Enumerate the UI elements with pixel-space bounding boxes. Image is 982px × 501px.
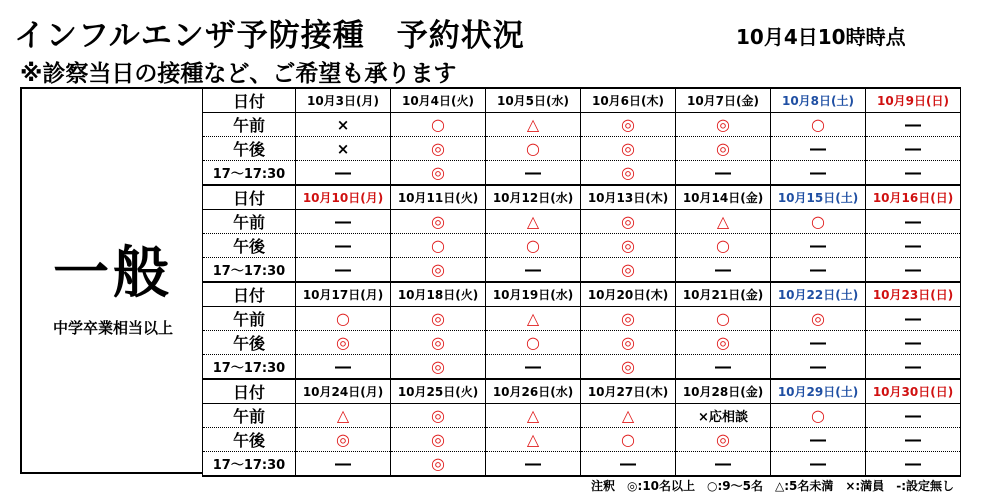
date-row <box>203 379 961 404</box>
plenty-available-mark: ◎ <box>431 212 445 231</box>
availability-cell <box>866 404 961 428</box>
plenty-available-mark: ◎ <box>716 333 730 352</box>
availability-cell <box>581 234 676 258</box>
status-timestamp: 10月4日10時時点 <box>736 25 906 49</box>
availability-cell <box>581 404 676 428</box>
availability-cell <box>391 404 486 428</box>
availability-cell <box>391 307 486 331</box>
slot-label-pm: 午後 <box>203 331 296 355</box>
date-cell: 10月26日(水) <box>486 379 581 404</box>
available-mark: ○ <box>526 333 540 352</box>
available-mark: ○ <box>431 115 445 134</box>
not-set-mark: ― <box>810 163 826 182</box>
plenty-available-mark: ◎ <box>621 139 635 158</box>
plenty-available-mark: ◎ <box>716 115 730 134</box>
availability-cell <box>866 452 961 477</box>
date-row-label: 日付 <box>203 185 296 210</box>
availability-cell <box>486 258 581 283</box>
date-cell: 10月4日(火) <box>391 88 486 113</box>
availability-cell <box>296 161 391 186</box>
not-set-mark: ― <box>905 212 921 231</box>
availability-cell <box>676 161 771 186</box>
plenty-available-mark: ◎ <box>431 454 445 473</box>
availability-cell <box>391 161 486 186</box>
date-cell: 10月13日(木) <box>581 185 676 210</box>
not-set-mark: ― <box>525 260 541 279</box>
available-mark: ○ <box>716 236 730 255</box>
not-set-mark: ― <box>810 260 826 279</box>
availability-cell <box>866 137 961 161</box>
availability-cell <box>676 428 771 452</box>
date-row-label: 日付 <box>203 379 296 404</box>
availability-cell <box>486 113 581 137</box>
availability-cell <box>581 331 676 355</box>
available-mark: ○ <box>431 236 445 255</box>
availability-cell <box>296 452 391 477</box>
not-set-mark: ― <box>335 357 351 376</box>
availability-cell <box>771 161 866 186</box>
date-row <box>203 88 961 113</box>
note-mark: ×応相談 <box>698 410 748 425</box>
slot-label-evening: 17～17:30 <box>203 258 296 283</box>
availability-cell <box>486 307 581 331</box>
slot-label-evening: 17～17:30 <box>203 161 296 186</box>
page-title: インフルエンザ予防接種 予約状況 <box>14 18 525 54</box>
plenty-available-mark: ◎ <box>621 212 635 231</box>
slot-row-am <box>203 113 961 137</box>
availability-cell <box>296 137 391 161</box>
availability-cell <box>296 355 391 380</box>
availability-cell <box>676 210 771 234</box>
date-cell: 10月23日(日) <box>866 282 961 307</box>
plenty-available-mark: ◎ <box>716 139 730 158</box>
plenty-available-mark: ◎ <box>621 236 635 255</box>
availability-cell <box>581 452 676 477</box>
availability-cell <box>391 234 486 258</box>
available-mark: ○ <box>811 212 825 231</box>
slot-label-pm: 午後 <box>203 428 296 452</box>
slot-row-am <box>203 307 961 331</box>
availability-cell <box>771 307 866 331</box>
availability-cell <box>581 258 676 283</box>
few-left-mark: △ <box>621 406 635 425</box>
availability-cell <box>866 331 961 355</box>
availability-cell <box>771 355 866 380</box>
not-set-mark: ― <box>905 115 921 134</box>
availability-cell <box>866 355 961 380</box>
date-cell: 10月18日(火) <box>391 282 486 307</box>
availability-cell <box>296 210 391 234</box>
date-cell: 10月24日(月) <box>296 379 391 404</box>
not-set-mark: ― <box>810 333 826 352</box>
availability-cell <box>391 210 486 234</box>
availability-cell <box>866 428 961 452</box>
availability-cell <box>771 137 866 161</box>
slot-label-am: 午前 <box>203 404 296 428</box>
availability-cell <box>771 113 866 137</box>
not-set-mark: ― <box>810 139 826 158</box>
slot-label-pm: 午後 <box>203 234 296 258</box>
plenty-available-mark: ◎ <box>621 115 635 134</box>
availability-cell <box>486 428 581 452</box>
slot-label-evening: 17～17:30 <box>203 355 296 380</box>
not-set-mark: ― <box>905 430 921 449</box>
plenty-available-mark: ◎ <box>431 309 445 328</box>
not-set-mark: ― <box>905 357 921 376</box>
date-cell: 10月30日(日) <box>866 379 961 404</box>
availability-cell <box>486 161 581 186</box>
date-cell: 10月3日(月) <box>296 88 391 113</box>
availability-cell <box>771 452 866 477</box>
not-set-mark: ― <box>715 454 731 473</box>
availability-cell <box>391 258 486 283</box>
not-set-mark: ― <box>810 454 826 473</box>
date-cell: 10月27日(木) <box>581 379 676 404</box>
few-left-mark: △ <box>526 430 540 449</box>
availability-cell <box>866 258 961 283</box>
plenty-available-mark: ◎ <box>621 309 635 328</box>
plenty-available-mark: ◎ <box>431 333 445 352</box>
availability-cell <box>676 355 771 380</box>
date-cell: 10月14日(金) <box>676 185 771 210</box>
not-set-mark: ― <box>335 454 351 473</box>
not-set-mark: ― <box>905 406 921 425</box>
plenty-available-mark: ◎ <box>431 357 445 376</box>
not-set-mark: ― <box>525 454 541 473</box>
availability-cell <box>391 113 486 137</box>
availability-cell <box>866 161 961 186</box>
availability-cell <box>581 113 676 137</box>
plenty-available-mark: ◎ <box>431 406 445 425</box>
few-left-mark: △ <box>526 115 540 134</box>
availability-cell <box>296 113 391 137</box>
availability-cell <box>771 258 866 283</box>
availability-cell <box>676 307 771 331</box>
plenty-available-mark: ◎ <box>811 309 825 328</box>
date-cell: 10月28日(金) <box>676 379 771 404</box>
plenty-available-mark: ◎ <box>431 260 445 279</box>
plenty-available-mark: ◎ <box>336 333 350 352</box>
slot-row-pm <box>203 137 961 161</box>
plenty-available-mark: ◎ <box>716 430 730 449</box>
not-set-mark: ― <box>810 430 826 449</box>
date-cell: 10月20日(木) <box>581 282 676 307</box>
availability-cell <box>676 404 771 428</box>
available-mark: ○ <box>811 115 825 134</box>
slot-row-am <box>203 404 961 428</box>
date-row-label: 日付 <box>203 88 296 113</box>
plenty-available-mark: ◎ <box>621 260 635 279</box>
availability-cell <box>296 234 391 258</box>
plenty-available-mark: ◎ <box>431 139 445 158</box>
date-cell: 10月17日(月) <box>296 282 391 307</box>
availability-cell <box>296 428 391 452</box>
date-row <box>203 185 961 210</box>
not-set-mark: ― <box>810 236 826 255</box>
availability-cell <box>581 428 676 452</box>
availability-cell <box>296 307 391 331</box>
availability-cell <box>676 234 771 258</box>
slot-row-pm <box>203 428 961 452</box>
date-cell: 10月16日(日) <box>866 185 961 210</box>
availability-cell <box>581 355 676 380</box>
availability-cell <box>391 137 486 161</box>
not-set-mark: ― <box>525 163 541 182</box>
availability-cell <box>676 258 771 283</box>
not-set-mark: ― <box>715 163 731 182</box>
full-mark: × <box>336 139 350 158</box>
slot-row-evening <box>203 161 961 186</box>
availability-cell <box>391 355 486 380</box>
availability-cell <box>486 137 581 161</box>
availability-cell <box>866 234 961 258</box>
full-mark: × <box>336 115 350 134</box>
date-cell: 10月12日(水) <box>486 185 581 210</box>
available-mark: ○ <box>526 139 540 158</box>
availability-cell <box>771 210 866 234</box>
available-mark: ○ <box>716 309 730 328</box>
availability-cell <box>676 113 771 137</box>
not-set-mark: ― <box>715 260 731 279</box>
slot-label-am: 午前 <box>203 307 296 331</box>
available-mark: ○ <box>621 430 635 449</box>
not-set-mark: ― <box>620 454 636 473</box>
plenty-available-mark: ◎ <box>336 430 350 449</box>
not-set-mark: ― <box>715 357 731 376</box>
date-cell: 10月19日(水) <box>486 282 581 307</box>
availability-cell <box>296 404 391 428</box>
not-set-mark: ― <box>905 163 921 182</box>
few-left-mark: △ <box>526 309 540 328</box>
slot-row-evening <box>203 452 961 477</box>
not-set-mark: ― <box>905 236 921 255</box>
few-left-mark: △ <box>336 406 350 425</box>
available-mark: ○ <box>526 236 540 255</box>
date-cell: 10月7日(金) <box>676 88 771 113</box>
availability-cell <box>771 331 866 355</box>
plenty-available-mark: ◎ <box>621 357 635 376</box>
availability-cell <box>486 355 581 380</box>
slot-label-pm: 午後 <box>203 137 296 161</box>
not-set-mark: ― <box>335 212 351 231</box>
category-note: 中学卒業相当以上 <box>52 319 173 337</box>
availability-cell <box>486 210 581 234</box>
date-cell: 10月6日(木) <box>581 88 676 113</box>
plenty-available-mark: ◎ <box>621 163 635 182</box>
slot-label-evening: 17～17:30 <box>203 452 296 477</box>
not-set-mark: ― <box>905 454 921 473</box>
availability-cell <box>581 210 676 234</box>
availability-cell <box>391 331 486 355</box>
availability-cell <box>486 331 581 355</box>
availability-cell <box>676 137 771 161</box>
slot-row-am <box>203 210 961 234</box>
not-set-mark: ― <box>905 139 921 158</box>
not-set-mark: ― <box>905 260 921 279</box>
slot-label-am: 午前 <box>203 113 296 137</box>
not-set-mark: ― <box>525 357 541 376</box>
available-mark: ○ <box>811 406 825 425</box>
category-panel <box>20 87 202 474</box>
availability-cell <box>391 452 486 477</box>
legend-note: 注釈 ◎:10名以上 ○:9～5名 △:5名未満 ×:満員 -:設定無し <box>591 479 954 493</box>
few-left-mark: △ <box>526 212 540 231</box>
availability-cell <box>771 404 866 428</box>
date-row <box>203 282 961 307</box>
date-cell: 10月11日(火) <box>391 185 486 210</box>
slot-label-am: 午前 <box>203 210 296 234</box>
date-cell: 10月15日(土) <box>771 185 866 210</box>
availability-cell <box>771 234 866 258</box>
availability-cell <box>581 307 676 331</box>
availability-cell <box>676 331 771 355</box>
availability-cell <box>391 428 486 452</box>
not-set-mark: ― <box>335 236 351 255</box>
date-cell: 10月8日(土) <box>771 88 866 113</box>
plenty-available-mark: ◎ <box>621 333 635 352</box>
availability-cell <box>866 307 961 331</box>
not-set-mark: ― <box>905 309 921 328</box>
not-set-mark: ― <box>905 333 921 352</box>
date-cell: 10月10日(月) <box>296 185 391 210</box>
availability-cell <box>581 137 676 161</box>
slot-row-pm <box>203 331 961 355</box>
page-subtitle: ※診察当日の接種など、ご希望も承ります <box>20 61 457 87</box>
not-set-mark: ― <box>335 163 351 182</box>
availability-cell <box>486 452 581 477</box>
date-cell: 10月5日(水) <box>486 88 581 113</box>
date-row-label: 日付 <box>203 282 296 307</box>
availability-cell <box>866 210 961 234</box>
slot-row-evening <box>203 258 961 283</box>
not-set-mark: ― <box>335 260 351 279</box>
availability-cell <box>676 452 771 477</box>
few-left-mark: △ <box>526 406 540 425</box>
schedule-table <box>202 87 961 477</box>
date-cell: 10月29日(土) <box>771 379 866 404</box>
date-cell: 10月21日(金) <box>676 282 771 307</box>
date-cell: 10月9日(日) <box>866 88 961 113</box>
availability-cell <box>486 404 581 428</box>
slot-row-evening <box>203 355 961 380</box>
availability-cell <box>581 161 676 186</box>
plenty-available-mark: ◎ <box>431 430 445 449</box>
availability-cell <box>296 258 391 283</box>
availability-cell <box>771 428 866 452</box>
availability-cell <box>486 234 581 258</box>
availability-cell <box>866 113 961 137</box>
available-mark: ○ <box>336 309 350 328</box>
few-left-mark: △ <box>716 212 730 231</box>
date-cell: 10月22日(土) <box>771 282 866 307</box>
not-set-mark: ― <box>810 357 826 376</box>
availability-cell <box>296 331 391 355</box>
category-name: 一般 <box>53 240 173 306</box>
date-cell: 10月25日(火) <box>391 379 486 404</box>
plenty-available-mark: ◎ <box>431 163 445 182</box>
slot-row-pm <box>203 234 961 258</box>
